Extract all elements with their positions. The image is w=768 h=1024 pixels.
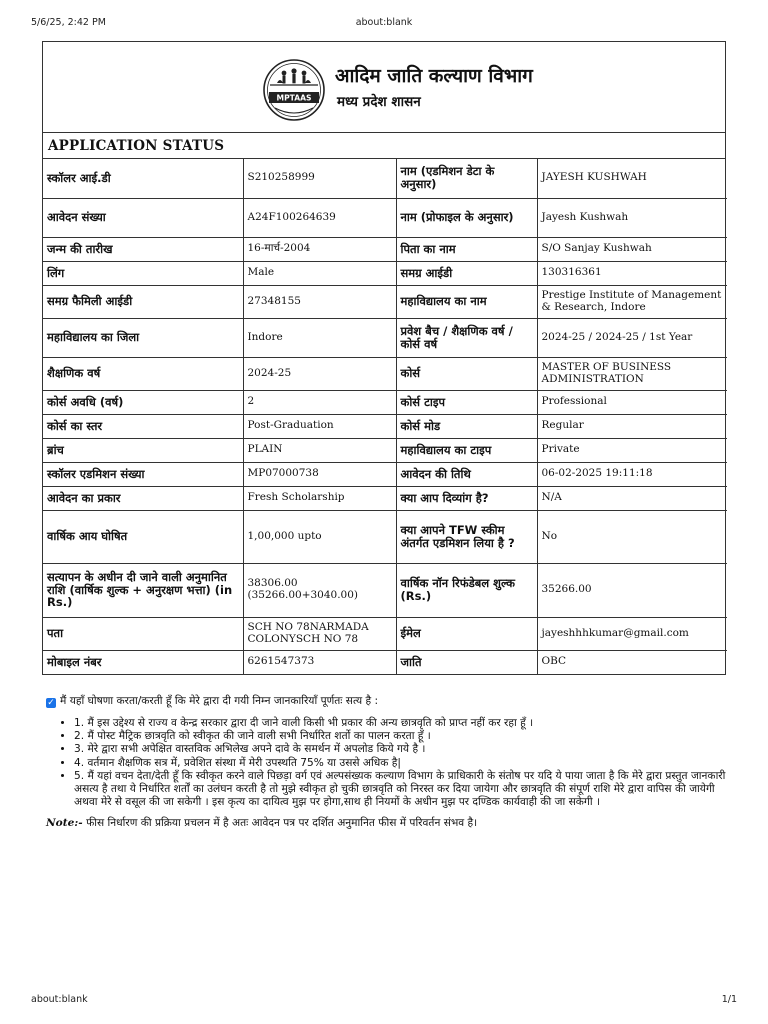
declaration-checkbox[interactable]: ✓ — [47, 698, 55, 708]
field-value: 2 — [243, 390, 396, 414]
table-row — [43, 159, 727, 198]
print-timestamp: 5/6/25, 2:42 PM — [31, 17, 106, 28]
field-value: Male — [243, 261, 396, 285]
fee-note — [46, 816, 736, 830]
field-label: कोर्स — [396, 357, 537, 390]
table-row — [43, 237, 727, 261]
field-label: आवेदन की तिथि — [396, 462, 537, 486]
field-value: Jayesh Kushwah — [537, 198, 727, 237]
field-value: SCH NO 78NARMADA COLONYSCH NO 78 — [243, 617, 396, 650]
field-value: MASTER OF BUSINESS ADMINISTRATION — [537, 357, 727, 390]
table-row — [43, 650, 727, 674]
department-title: आदिम जाति कल्याण विभाग — [335, 65, 533, 87]
field-value: Post-Graduation — [243, 414, 396, 438]
field-label: महाविद्यालय का टाइप — [396, 438, 537, 462]
field-value: Private — [537, 438, 727, 462]
field-value: S/O Sanjay Kushwah — [537, 237, 727, 261]
field-value: A24F100264639 — [243, 198, 396, 237]
field-value: MP07000738 — [243, 462, 396, 486]
field-value: 130316361 — [537, 261, 727, 285]
field-label: लिंग — [43, 261, 243, 285]
logo-text: MPTAAS — [276, 93, 312, 103]
field-label: सत्यापन के अधीन दी जाने वाली अनुमानित राशि (वार्षिक शुल्क + अनुरक्षण भत्ता) (in Rs.) — [43, 563, 243, 617]
mptaas-logo-icon — [263, 59, 325, 121]
field-label: आवेदन का प्रकार — [43, 486, 243, 510]
field-value: JAYESH KUSHWAH — [537, 159, 727, 198]
field-label: वार्षिक आय घोषित — [43, 510, 243, 563]
application-details-table — [43, 159, 727, 674]
field-label: नाम (एडमिशन डेटा के अनुसार) — [396, 159, 537, 198]
field-label: महाविद्यालय का नाम — [396, 285, 537, 318]
field-value: Regular — [537, 414, 727, 438]
field-label: पिता का नाम — [396, 237, 537, 261]
field-value: 2024-25 — [243, 357, 396, 390]
table-row — [43, 357, 727, 390]
field-label: मोबाइल नंबर — [43, 650, 243, 674]
table-row — [43, 198, 727, 237]
field-label: स्कॉलर एडमिशन संख्या — [43, 462, 243, 486]
table-row — [43, 261, 727, 285]
field-value: PLAIN — [243, 438, 396, 462]
field-label: ईमेल — [396, 617, 537, 650]
declaration-point: • 4. वर्तमान शैक्षणिक सत्र में, प्रवेशित संस्था में मेरी उपस्थति 75% या उससे अधिक है| — [74, 757, 736, 770]
declaration-section — [46, 694, 736, 830]
field-label: स्कॉलर आई.डी — [43, 159, 243, 198]
field-label: कोर्स अवधि (वर्ष) — [43, 390, 243, 414]
field-value: Professional — [537, 390, 727, 414]
note-text: फीस निर्धारण की प्रक्रिया प्रचलन में है अतः आवेदन पत्र पर दर्शित अनुमानित फीस में परिवर्तन संभव है। — [82, 817, 478, 830]
declaration-point: • 2. मैं पोस्ट मैट्रिक छात्रवृति को स्वीकृत की जाने वाली सभी निर्धारित शर्तो का पालन करता हूँ । — [74, 730, 736, 743]
field-value: S210258999 — [243, 159, 396, 198]
declaration-points-list — [46, 717, 736, 809]
table-row — [43, 438, 727, 462]
print-title: about:blank — [355, 17, 413, 28]
field-label: आवेदन संख्या — [43, 198, 243, 237]
field-value: 2024-25 / 2024-25 / 1st Year — [537, 318, 727, 357]
department-subtitle: मध्य प्रदेश शासन — [337, 94, 421, 110]
table-row — [43, 414, 727, 438]
field-label: महाविद्यालय का जिला — [43, 318, 243, 357]
note-label: Note:- — [46, 817, 83, 830]
print-footer-url: about:blank — [31, 994, 88, 1005]
field-label: समग्र फैमिली आईडी — [43, 285, 243, 318]
field-label: जन्म की तारीख — [43, 237, 243, 261]
table-row — [43, 390, 727, 414]
field-value: OBC — [537, 650, 727, 674]
table-row — [43, 617, 727, 650]
field-value: 35266.00 — [537, 563, 727, 617]
field-value: 16-मार्च-2004 — [243, 237, 396, 261]
field-label: क्या आप दिव्यांग है? — [396, 486, 537, 510]
field-value: No — [537, 510, 727, 563]
field-label: कोर्स टाइप — [396, 390, 537, 414]
table-row — [43, 318, 727, 357]
application-status-title: APPLICATION STATUS — [43, 133, 725, 159]
table-row — [43, 510, 727, 563]
field-label: कोर्स का स्तर — [43, 414, 243, 438]
declaration-point: • 3. मेरे द्वारा सभी अपेक्षित वास्तविक अभिलेख अपने दावे के समर्थन में अपलोड किये गये है । — [74, 743, 736, 756]
field-label: पता — [43, 617, 243, 650]
field-label: प्रवेश बैच / शैक्षणिक वर्ष / कोर्स वर्ष — [396, 318, 537, 357]
field-label: ब्रांच — [43, 438, 243, 462]
field-value: Fresh Scholarship — [243, 486, 396, 510]
field-value: 06-02-2025 19:11:18 — [537, 462, 727, 486]
table-row — [43, 462, 727, 486]
field-label: नाम (प्रोफाइल के अनुसार) — [396, 198, 537, 237]
field-value: Indore — [243, 318, 396, 357]
declaration-point: • 5. मैं यहां वचन देता/देती हूँ कि स्वीकृत करने वाले पिछड़ा वर्ग एवं अल्पसंख्यक कल्याण विभाग के प्राधिकारी के संतोष पर यदि ये पाया जाता है कि मेरे द्वारा प्रस्तुत जानकारी असत्य है तथा ये निर्धारित शर्तों का उलंघन करती है तो मुझे स्वीकृत हो चुकी छात्रवृति को निरस्त कर दिया जायेगा और छात्रवृति की संपूर्ण राशि मेरे द्वारा वापिस की जायेगी अथवा मेरे से वसूल की जा सकेगी । इस कृत्य का दायित्व मुझ पर होगा,साथ ही नियमों के अधीन मुझ पर दण्डिक कार्यवाही की जा सकेगी । — [74, 770, 736, 810]
field-label: वार्षिक नॉन रिफंडेबल शुल्क (Rs.) — [396, 563, 537, 617]
declaration-text: मैं यहाँ घोषणा करता/करती हूँ कि मेरे द्वारा दी गयी निम्न जानकारियाँ पूर्णतः सत्य है : — [60, 695, 379, 707]
field-value: 27348155 — [243, 285, 396, 318]
table-row — [43, 563, 727, 617]
print-page-count: 1/1 — [721, 994, 737, 1005]
field-value: jayeshhhkumar@gmail.com — [537, 617, 727, 650]
field-value: 1,00,000 upto — [243, 510, 396, 563]
field-value: Prestige Institute of Management & Research, Indore — [537, 285, 727, 318]
table-row — [43, 486, 727, 510]
application-document — [42, 41, 726, 675]
table-row — [43, 285, 727, 318]
declaration-point: • 1. मैं इस उद्देश्य से राज्य व केन्द्र सरकार द्वारा दी जाने वाली किसी भी प्रकार की अन्य छात्रवृति को प्राप्त नहीं कर रहा हूँ । — [74, 717, 736, 730]
field-value: 6261547373 — [243, 650, 396, 674]
field-label: कोर्स मोड — [396, 414, 537, 438]
field-value: N/A — [537, 486, 727, 510]
declaration-line — [46, 694, 736, 708]
field-label: जाति — [396, 650, 537, 674]
department-header — [43, 42, 725, 133]
field-value: 38306.00 (35266.00+3040.00) — [243, 563, 396, 617]
field-label: शैक्षणिक वर्ष — [43, 357, 243, 390]
field-label: समग्र आईडी — [396, 261, 537, 285]
field-label: क्या आपने TFW स्कीम अंतर्गत एडमिशन लिया है ? — [396, 510, 537, 563]
